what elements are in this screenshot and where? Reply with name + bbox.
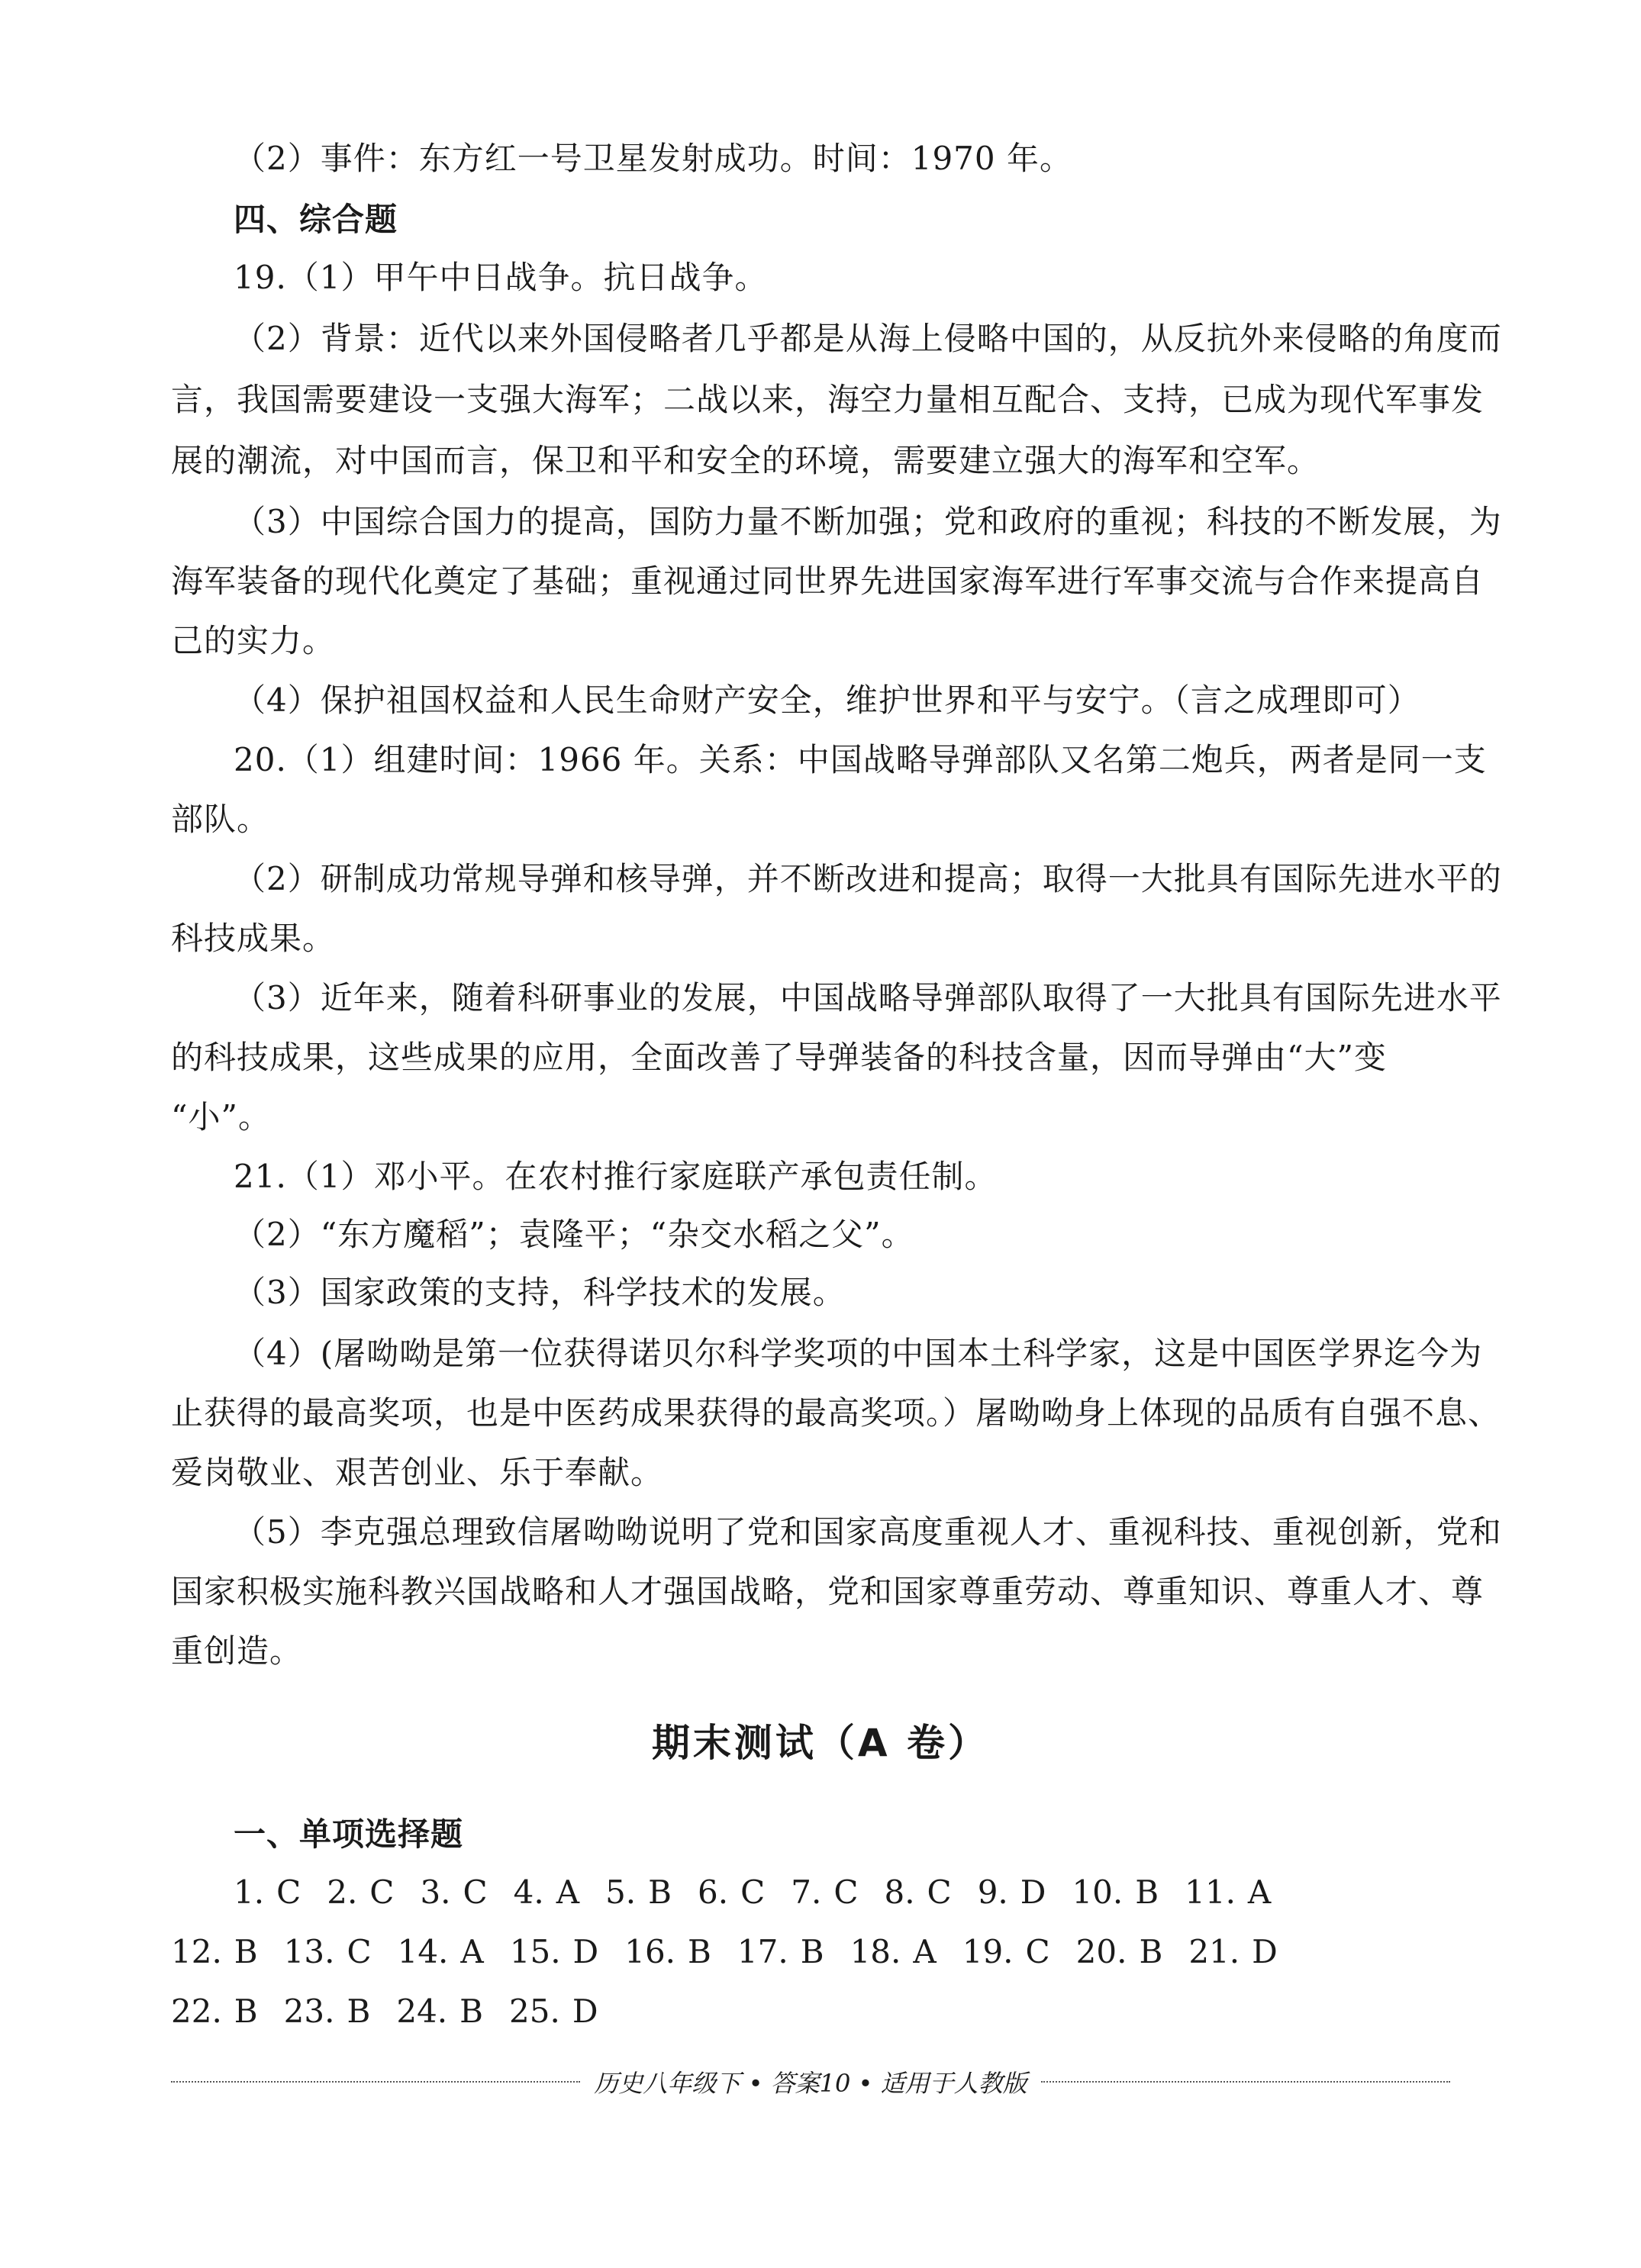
footer-divider-left <box>171 2081 580 2083</box>
q21-part5-line2: 国家积极实施科教兴国战略和人才强国战略，党和国家尊重劳动、尊重知识、尊重人才、尊 <box>171 1573 1485 1610</box>
answer-letter: D <box>572 1933 599 1970</box>
q20-part1-line2: 部队。 <box>171 801 270 838</box>
answer-item <box>850 1931 962 1973</box>
q21-part5-line3: 重创造。 <box>171 1632 303 1670</box>
answer-letter: C <box>347 1933 372 1970</box>
answer-item <box>510 1931 624 1973</box>
answer-item <box>171 1990 284 2033</box>
question-number: 24. <box>396 1993 448 2030</box>
question-number: 11. <box>1185 1873 1236 1911</box>
question-number: 20. <box>1075 1933 1127 1970</box>
answer-letter: B <box>347 1993 371 2030</box>
answer-item <box>1188 1931 1303 1973</box>
question-number: 21. <box>1188 1933 1240 1970</box>
answer-item <box>737 1931 850 1973</box>
answer-letter: C <box>276 1873 301 1911</box>
answer-item <box>327 1871 420 1914</box>
q19-part3-line3: 己的实力。 <box>171 622 336 659</box>
answer-item <box>978 1871 1072 1914</box>
answer-letter: B <box>234 1933 258 1970</box>
question-number: 3. <box>420 1873 451 1911</box>
question-number: 14. <box>397 1933 449 1970</box>
question-number: 16. <box>624 1933 676 1970</box>
answer-row <box>234 1871 1297 1914</box>
answer-item <box>962 1931 1076 1973</box>
question-number: 13. <box>283 1933 335 1970</box>
answer-item <box>791 1871 884 1914</box>
answer-letter: D <box>1020 1873 1046 1911</box>
question-number: 19. <box>962 1933 1014 1970</box>
answer-item <box>234 1871 327 1914</box>
answer-letter: B <box>1135 1873 1159 1911</box>
q18-part2: （2）事件：东方红一号卫星发射成功。时间：1970 年。 <box>234 140 1072 177</box>
answer-item <box>509 1990 624 2033</box>
q21-part3: （3）国家政策的支持，科学技术的发展。 <box>234 1274 846 1311</box>
answer-letter: D <box>1252 1933 1278 1970</box>
question-number: 7. <box>791 1873 822 1911</box>
answer-item <box>624 1931 737 1973</box>
answer-item <box>398 1931 510 1973</box>
section-heading-single-choice: 一、单项选择题 <box>234 1815 464 1853</box>
answer-item <box>396 1990 509 2033</box>
answer-letter: B <box>800 1933 824 1970</box>
answer-letter: C <box>927 1873 952 1911</box>
question-number: 18. <box>850 1933 901 1970</box>
answer-letter: B <box>688 1933 711 1970</box>
final-test-title: 期末测试（A 卷） <box>651 1721 990 1765</box>
q20-part2-line2: 科技成果。 <box>171 920 336 957</box>
answer-letter: C <box>1025 1933 1050 1970</box>
q19-part2-line3: 展的潮流，对中国而言，保卫和平和安全的环境，需要建立强大的海军和空军。 <box>171 442 1320 479</box>
footer-text: 历史八年级下 • 答案10 • 适用于人教版 <box>594 2069 1027 2098</box>
answer-row <box>171 1931 1304 1973</box>
answer-letter: B <box>1139 1933 1163 1970</box>
question-number: 25. <box>509 1993 560 2030</box>
q19-part3-line1: （3）中国综合国力的提高，国防力量不断加强；党和政府的重视；科技的不断发展，为 <box>234 503 1502 540</box>
answer-item <box>698 1871 791 1914</box>
q21-part4-line1: （4）(屠呦呦是第一位获得诺贝尔科学奖项的中国本土科学家，这是中国医学界迄今为 <box>234 1335 1483 1372</box>
question-number: 23. <box>283 1993 335 2030</box>
q21-part1: 21.（1）邓小平。在农村推行家庭联产承包责任制。 <box>234 1158 998 1195</box>
answer-letter: A <box>460 1933 484 1970</box>
q19-part3-line2: 海军装备的现代化奠定了基础；重视通过同世界先进国家海军进行军事交流与合作来提高自 <box>171 562 1485 600</box>
answer-item <box>420 1871 513 1914</box>
q19-part4: （4）保护祖国权益和人民生命财产安全，维护世界和平与安宁。（言之成理即可） <box>234 681 1420 719</box>
answer-item <box>514 1871 605 1914</box>
answer-letter: A <box>913 1933 937 1970</box>
answer-letter: C <box>833 1873 859 1911</box>
answer-item <box>284 1931 398 1973</box>
answer-letter: B <box>459 1993 484 2030</box>
answer-letter: C <box>740 1873 766 1911</box>
answer-item <box>1076 1931 1189 1973</box>
question-number: 8. <box>884 1873 915 1911</box>
q20-part3-line3: “小”。 <box>171 1098 271 1136</box>
question-number: 4. <box>513 1873 544 1911</box>
footer-divider-right <box>1041 2081 1450 2083</box>
q20-part3-line2: 的科技成果，这些成果的应用，全面改善了导弹装备的科技含量，因而导弹由“大”变 <box>171 1039 1387 1076</box>
section-heading-comprehensive: 四、综合题 <box>234 201 398 238</box>
q19-part2-line2: 言，我国需要建设一支强大海军；二战以来，海空力量相互配合、支持，已成为现代军事发 <box>171 381 1485 418</box>
q20-part3-line1: （3）近年来，随着科研事业的发展，中国战略导弹部队取得了一大批具有国际先进水平 <box>234 979 1502 1016</box>
answer-item <box>171 1931 284 1973</box>
question-number: 1. <box>234 1873 265 1911</box>
q20-part1-line1: 20.（1）组建时间：1966 年。关系：中国战略导弹部队又名第二炮兵，两者是同一支 <box>234 741 1487 778</box>
question-number: 5. <box>605 1873 637 1911</box>
page-footer <box>171 2065 1450 2099</box>
answer-item <box>284 1990 397 2033</box>
answer-item <box>1185 1871 1297 1914</box>
answer-letter: A <box>556 1873 580 1911</box>
question-number: 15. <box>509 1933 561 1970</box>
question-number: 22. <box>171 1993 222 2030</box>
q21-part4-line3: 爱岗敬业、艰苦创业、乐于奉献。 <box>171 1454 664 1491</box>
answer-item <box>1072 1871 1185 1914</box>
q19-part1: 19.（1）甲午中日战争。抗日战争。 <box>234 259 768 296</box>
question-number: 12. <box>171 1933 222 1970</box>
q19-part2-line1: （2）背景：近代以来外国侵略者几乎都是从海上侵略中国的，从反抗外来侵略的角度而 <box>234 320 1502 357</box>
answer-item <box>884 1871 977 1914</box>
question-number: 9. <box>977 1873 1008 1911</box>
question-number: 10. <box>1072 1873 1124 1911</box>
question-number: 17. <box>737 1933 788 1970</box>
answer-letter: C <box>369 1873 395 1911</box>
q21-part4-line2: 止获得的最高奖项，也是中医药成果获得的最高奖项。）屠呦呦身上体现的品质有自强不息、 <box>171 1394 1501 1432</box>
q21-part2: （2）“东方魔稻”；袁隆平；“杂交水稻之父”。 <box>234 1216 914 1253</box>
question-number: 6. <box>698 1873 729 1911</box>
answer-row <box>171 1990 624 2033</box>
q20-part2-line1: （2）研制成功常规导弹和核导弹，并不断改进和提高；取得一大批具有国际先进水平的 <box>234 860 1502 897</box>
answer-letter: A <box>1247 1873 1272 1911</box>
answer-letter: D <box>572 1993 598 2030</box>
answer-letter: B <box>648 1873 672 1911</box>
question-number: 2. <box>327 1873 358 1911</box>
q21-part5-line1: （5）李克强总理致信屠呦呦说明了党和国家高度重视人才、重视科技、重视创新，党和 <box>234 1513 1502 1551</box>
answer-letter: C <box>463 1873 488 1911</box>
answer-letter: B <box>234 1993 258 2030</box>
answer-item <box>605 1871 698 1914</box>
